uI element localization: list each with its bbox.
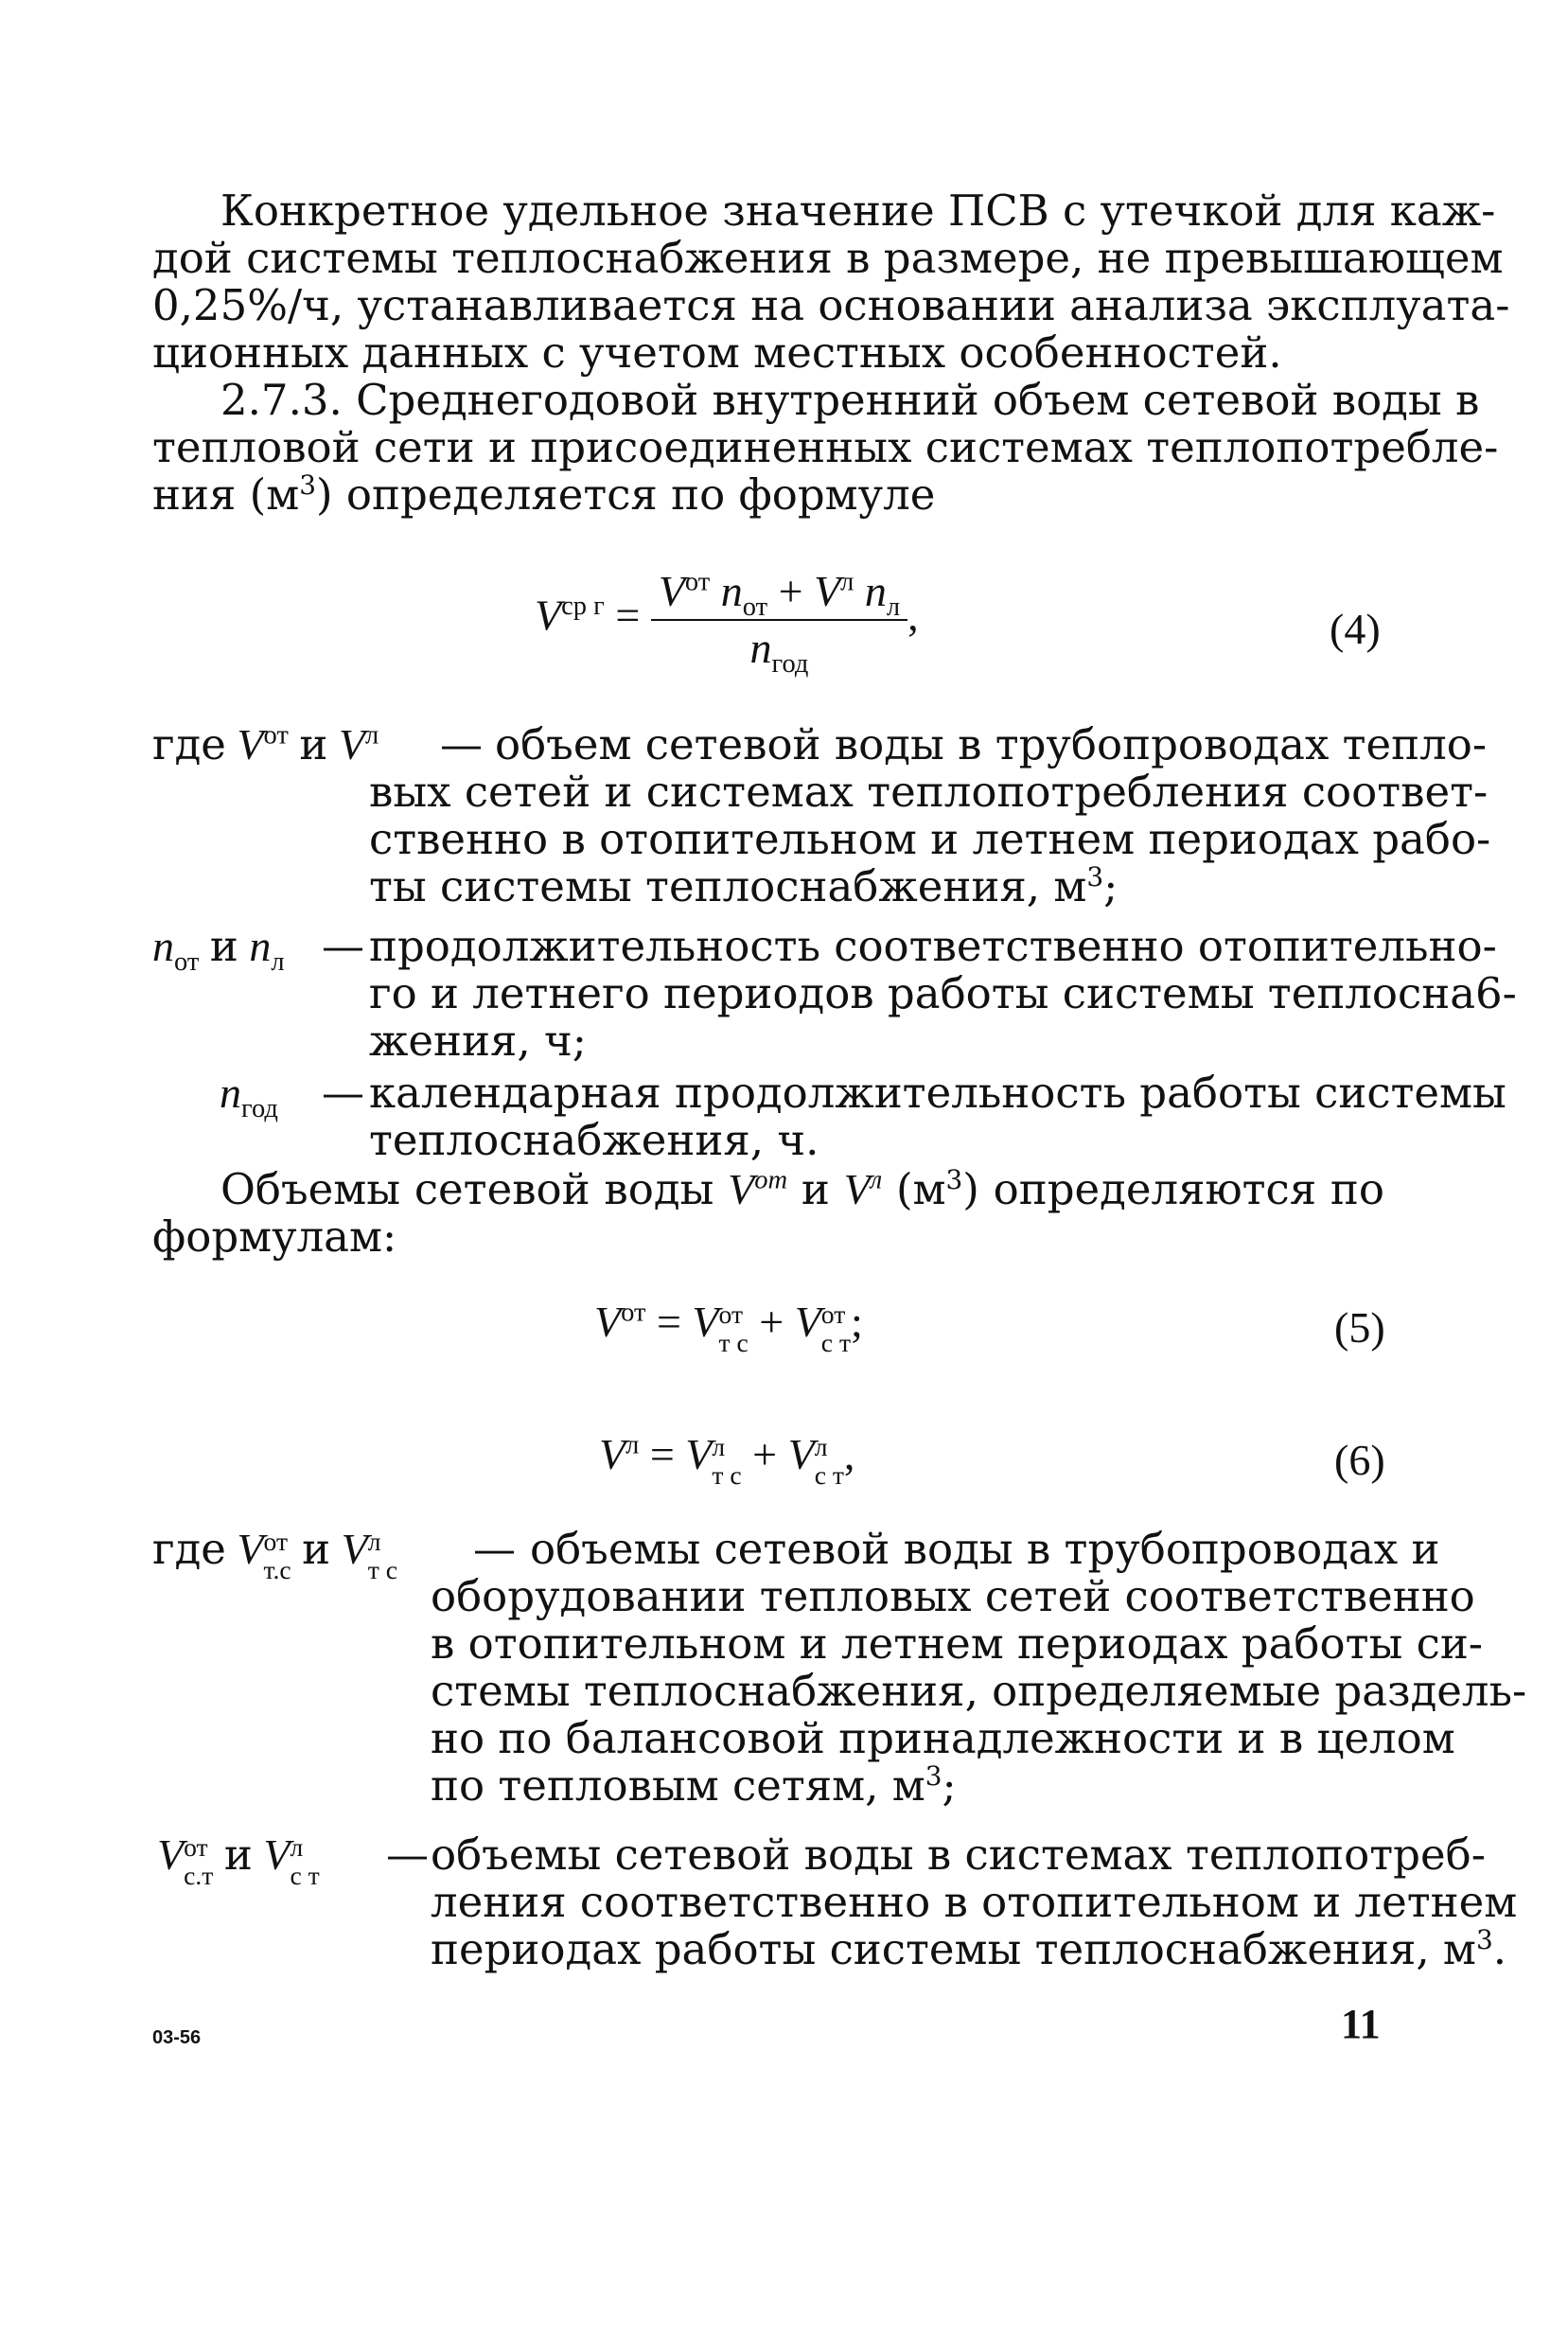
equation-number: (6) (1334, 1436, 1385, 1484)
page-number: 11 (1341, 2001, 1381, 2047)
text-line: дой системы теплоснабжения в размере, не превышающем (152, 233, 1504, 283)
definition-term: V от с.т и V л с т (157, 1830, 320, 1891)
text-line: Конкретное удельное значение ПСВ с утечкой для каж- (220, 186, 1496, 236)
formula-6: $V^л = V$ л т с + V л с т , (599, 1430, 855, 1491)
definition-term: $n_{год}$ (220, 1069, 278, 1124)
text-line: Объемы сетевой воды $V^{от}$ и $V^л$ $(м^3)$ определяются по (220, 1164, 1384, 1214)
definition-dash: — (322, 921, 364, 971)
text-line: тепловой сети и присоединенных системах теплопотребле- (152, 422, 1499, 472)
footer-code: 03-56 (152, 2027, 202, 2048)
definition-description: продолжительность соответственно отопительно- го и летнего периодов работы системы теплосна6- жения, ч; (369, 921, 1517, 1066)
text-line: формулам: (152, 1211, 397, 1262)
paragraph-1 (152, 186, 1510, 378)
text-line: 0,25%/ч, устанавливается на основании анализа эксплуата- (152, 280, 1510, 330)
paragraph-3 (152, 1166, 1384, 1261)
text-line: ния $(м^3)$ определяется по формуле (152, 469, 936, 520)
definition-term: где $V^{от}$ и $V^л$ (152, 719, 379, 769)
definition-dash: — (322, 1068, 364, 1118)
definition-term: где V от т.с и V л т с (152, 1524, 397, 1585)
text-line: ционных данных с учетом местных особенностей. (152, 327, 1282, 378)
equation-number: (4) (1330, 605, 1381, 653)
definition-description: объемы сетевой воды в системах теплопотреб- ления соответственно в отопительном и летнем периодах работы системы теплоснабжения, $м^3$. (431, 1830, 1518, 1974)
fraction: $\frac{V^{от} n_{от} + V^л n_л}{n_{год}}$ (651, 568, 907, 672)
definition-description: оборудовании тепловых сетей соответственно в отопительном и летнем периодах работы си- стемы теплоснабжения, определяемые раздель- но по балансовой принадлежности и в целом по тепловым сетям, $м^3$; (431, 1571, 1527, 1811)
definition-description: объемы сетевой воды в трубопроводах и (530, 1524, 1440, 1574)
definition-description: календарная продолжительность работы системы теплоснабжения, ч. (369, 1068, 1506, 1165)
formula-4: $V^{ср г}$ = $\frac{V^{от} n_{от} + V^л n_л}{n_{год}}$ , (535, 567, 919, 680)
equation-number: (5) (1334, 1303, 1385, 1352)
definition-dash: — (386, 1830, 429, 1880)
definition-term: $n_{от}$ и $n_л$ (152, 921, 285, 978)
definition-dash: — (440, 719, 483, 769)
paragraph-2 (152, 375, 1499, 520)
formula-5: $V^{от} = V$ от т с + V от с т ; (594, 1298, 863, 1358)
definition-dash: — (473, 1524, 516, 1574)
definition-description: объем сетевой воды в трубопроводах тепло- вых сетей и системах теплопотребления соответ- ственно в отопительном и летнем периодах рабо- ты системы теплоснабжения, $м^3$; (369, 719, 1491, 911)
text-line: 2.7.3. Среднегодовой внутренний объем сетевой воды в (220, 375, 1480, 425)
